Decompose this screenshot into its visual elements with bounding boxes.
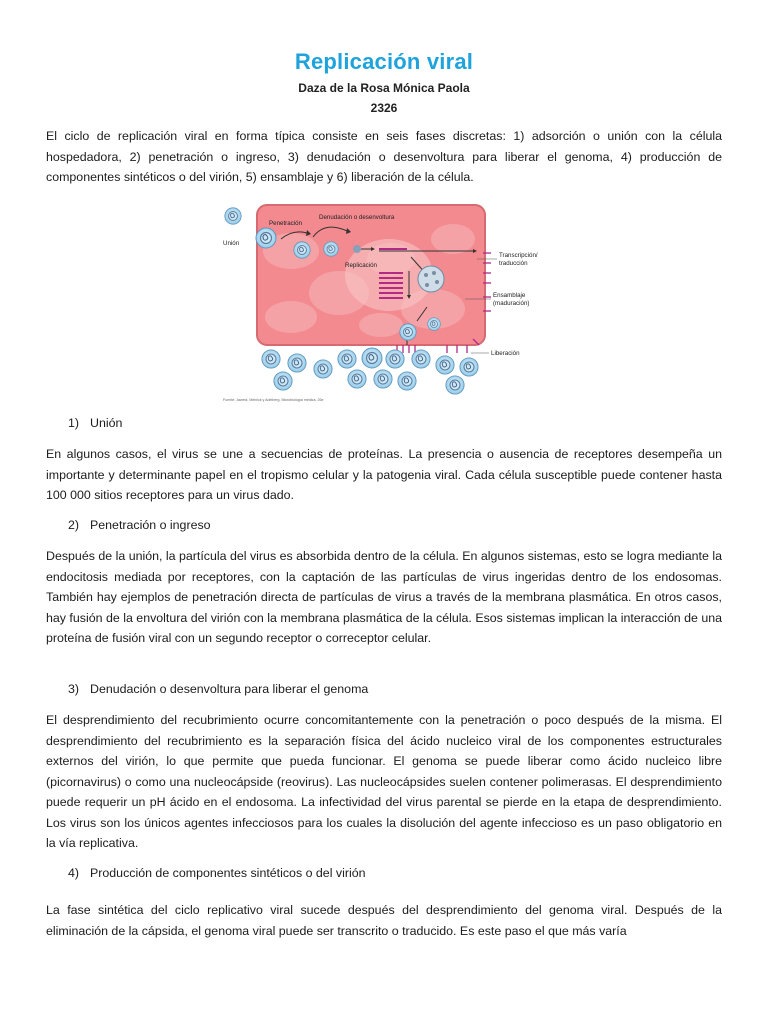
label-transcripcion: Transcripción/ xyxy=(499,252,538,259)
section-number: 4) xyxy=(68,866,80,880)
section-1-body: En algunos casos, el virus se une a secuencias de proteínas. La presencia o ausencia de receptores desempeña un importante y determinante papel en el tropismo celular y la patogenia viral. Cada célula susceptible puede contener hasta 100 000 sitios receptores para un virus dado. xyxy=(46,447,722,502)
viral-replication-figure xyxy=(221,199,547,405)
section-3-body: El desprendimiento del recubrimiento ocurre concomitantemente con la penetración o poco después de la misma. El desprendimiento del recubrimiento es la separación física del ácido nucleico viral de los componentes estructurales externos del virión, lo que permite que pueda funcionar. El genoma se puede liberar como ácido nucleico libre (picornavirus) o como una nucleocápside (reovirus). Las nucleocápsides suelen contener polimerasas. El desprendimiento puede requerir un pH ácido en el endosoma. La infectividad del virus parental se pierde en la etapa de desprendimiento. Los virus son los únicos agentes infecciosos para los cuales la disolución del agente infeccioso es un paso obligatorio en la vía replicativa. xyxy=(46,713,722,850)
label-union: Unión xyxy=(223,240,240,247)
section-title: Denudación o desenvoltura para liberar el genoma xyxy=(90,682,369,696)
section-3-heading xyxy=(68,682,368,696)
intro-paragraph: El ciclo de replicación viral en forma típica consiste en seis fases discretas: 1) adsorción o unión con la célula hospedadora, 2) penetración o ingreso, 3) denudación o desenvoltura para liberar el genoma, 4) producción de componentes sintéticos o del virión, 5) ensamblaje y 6) liberación de la célula. xyxy=(46,129,722,184)
figure-source: Fuente: Jawetz, Melnick y Adelberg. Microbiología médica, 26e xyxy=(223,398,324,402)
section-1-heading xyxy=(68,416,122,430)
label-maduracion: (maduración) xyxy=(493,300,530,307)
student-code: 2326 xyxy=(370,101,398,115)
section-title: Penetración o ingreso xyxy=(90,518,211,532)
section-2-heading xyxy=(68,518,211,532)
label-replicacion: Replicación xyxy=(345,262,377,269)
section-4-body: La fase sintética del ciclo replicativo viral sucede después del desprendimiento del genoma viral. Después de la eliminación de la cápsida, el genoma viral puede ser transcrito o traducido. Es este paso el que más varía xyxy=(46,903,722,938)
section-title: Producción de componentes sintéticos o del virión xyxy=(90,866,366,880)
label-traduccion: traducción xyxy=(499,260,528,267)
label-denudacion: Denudación o desenvoltura xyxy=(319,214,395,221)
document-title: Replicación viral xyxy=(294,49,474,74)
label-liberacion: Liberación xyxy=(491,350,520,357)
section-number: 2) xyxy=(68,518,80,532)
section-number: 1) xyxy=(68,416,80,430)
section-number: 3) xyxy=(68,682,80,696)
section-4-heading xyxy=(68,866,366,880)
author-name: Daza de la Rosa Mónica Paola xyxy=(298,81,470,95)
section-2-body: Después de la unión, la partícula del virus es absorbida dentro de la célula. En algunos sistemas, esto se logra mediante la endocitosis mediada por receptores, con la captación de las partículas de virus ingeridas dentro de los endosomas. También hay ejemplos de penetración directa de partículas de virus a través de la membrana plasmática. En otros casos, hay fusión de la envoltura del virión con la membrana plasmática de la célula. Esos sistemas implican la interacción de una proteína de fusión viral con un segundo receptor o correceptor celular. xyxy=(46,549,722,645)
label-ensamblaje: Ensamblaje xyxy=(493,292,526,299)
label-penetracion: Penetración xyxy=(269,220,303,227)
section-title: Unión xyxy=(90,416,123,430)
